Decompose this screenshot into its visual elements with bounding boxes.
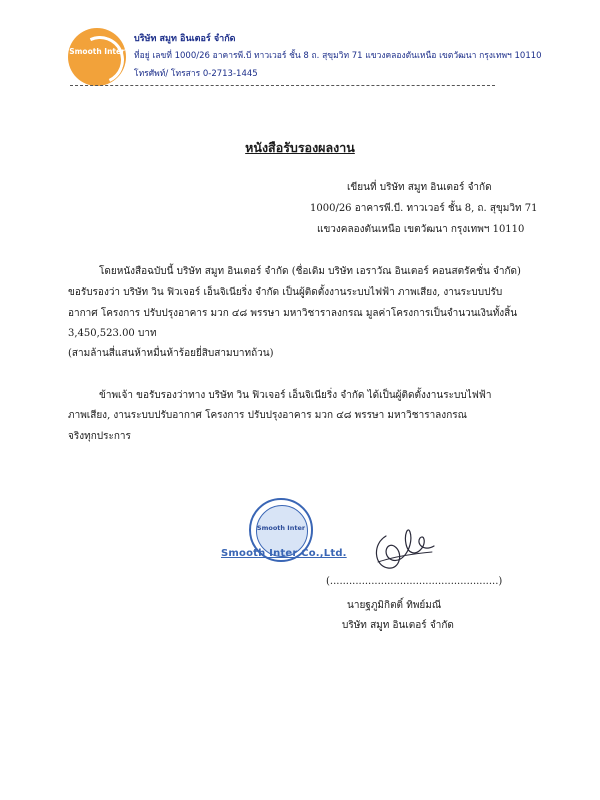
- logo-text: Smooth Inter: [69, 47, 125, 56]
- letterhead-address: ที่อยู่ เลขที่ 1000/26 อาคารพี.บี ทาวเวอร์ ชั้น 8 ถ. สุขุมวิท 71 แขวงคลองตันเหนือ เขตวัฒนา กรุงเทพฯ 10110: [134, 51, 542, 61]
- letterhead-phone: โทรศัพท์/ โทรสาร 0-2713-1445: [134, 69, 258, 79]
- paragraph-2-line: จริงทุกประการ: [68, 431, 131, 442]
- paragraph-1-line: อากาศ โครงการ ปรับปรุงอาคาร มวก ๔๘ พรรษา มหาวิชาราลงกรณ มูลค่าโครงการเป็นจำนวนเงินทั้งสิ้น: [68, 308, 518, 319]
- stamp-caption: Smooth Inter Co.,Ltd.: [221, 548, 347, 559]
- handwritten-signature: [370, 522, 442, 578]
- contract-amount-words: (สามล้านสี่แสนห้าหมื่นห้าร้อยยี่สิบสามบาทถ้วน): [68, 348, 274, 359]
- letterhead-company-name: บริษัท สมูท อินเตอร์ จำกัด: [134, 34, 236, 44]
- document-title: หนังสือรับรองผลงาน: [245, 140, 355, 155]
- sender-address-line-1: 1000/26 อาคารพี.บี. ทาวเวอร์ ชั้น 8, ถ. สุขุมวิท 71: [310, 203, 538, 214]
- signer-company: บริษัท สมูท อินเตอร์ จำกัด: [342, 620, 454, 631]
- stamp-text: Smooth Inter: [256, 524, 306, 532]
- written-at: เขียนที่ บริษัท สมูท อินเตอร์ จำกัด: [347, 182, 492, 193]
- paragraph-1-line: ขอรับรองว่า บริษัท วิน ฟิวเจอร์ เอ็นจิเนียริ่ง จำกัด เป็นผู้ติดตั้งงานระบบไฟฟ้า ภาพเสียง, งานระบบปรับ: [68, 287, 503, 298]
- signature-line: (.....................................................): [326, 576, 503, 587]
- paragraph-1-line: โดยหนังสือฉบับนี้ บริษัท สมูท อินเตอร์ จำกัด (ชื่อเดิม บริษัท เอราวัณ อินเตอร์ คอนสตรัคชั่น จำกัด): [99, 266, 521, 277]
- paragraph-2-line: ภาพเสียง, งานระบบปรับอากาศ โครงการ ปรับปรุงอาคาร มวก ๔๘ พรรษา มหาวิชาราลงกรณ: [68, 410, 467, 421]
- sender-address-line-2: แขวงคลองตันเหนือ เขตวัฒนา กรุงเทพฯ 10110: [317, 224, 525, 235]
- letterhead-divider: [70, 85, 495, 86]
- contract-amount: 3,450,523.00 บาท: [68, 328, 157, 339]
- paragraph-2-line: ข้าพเจ้า ขอรับรองว่าทาง บริษัท วิน ฟิวเจอร์ เอ็นจิเนียริ่ง จำกัด ได้เป็นผู้ติดตั้งงานระบบไฟฟ้า: [99, 390, 492, 401]
- signer-name: นายฐภูมิกิตติ์ ทิพย์มณี: [347, 600, 442, 611]
